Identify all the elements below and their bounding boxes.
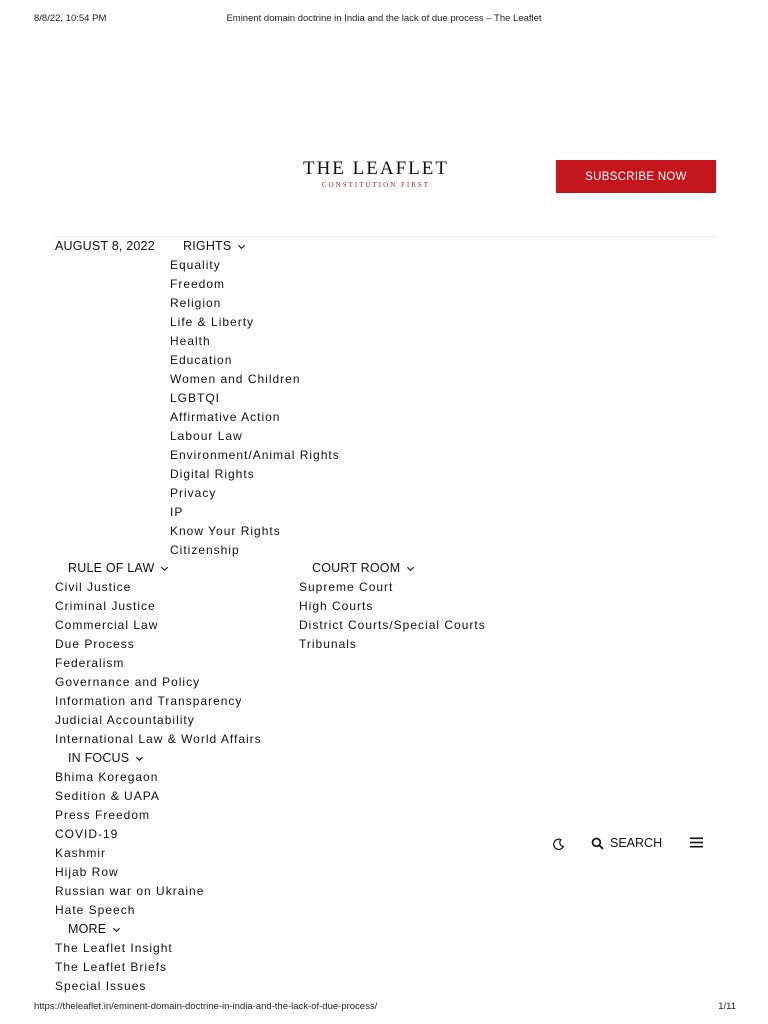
print-datetime: 8/8/22, 10:54 PM: [34, 13, 107, 24]
nav-link[interactable]: Hate Speech: [55, 903, 136, 917]
chevron-down-icon: [237, 242, 246, 251]
nav-link[interactable]: IP: [170, 505, 184, 519]
search-icon: [591, 837, 604, 850]
nav-link[interactable]: District Courts/Special Courts: [299, 618, 486, 632]
more-submenu: [55, 939, 173, 996]
nav-link[interactable]: Due Process: [55, 637, 135, 651]
moon-icon: [552, 838, 565, 851]
menu-rights-label: RIGHTS: [183, 239, 232, 253]
nav-link[interactable]: The Leaflet Briefs: [55, 960, 168, 974]
nav-link[interactable]: Civil Justice: [55, 580, 132, 594]
chevron-down-icon: [112, 925, 121, 934]
in-focus-submenu: [55, 768, 204, 920]
nav-link[interactable]: Supreme Court: [299, 580, 394, 594]
print-url: https://theleaflet.in/eminent-domain-doctrine-in-india-and-the-lack-of-due-process/: [34, 1001, 378, 1012]
rule-of-law-submenu: [55, 578, 262, 749]
court-room-submenu: [299, 578, 486, 654]
menu-in-focus-label: IN FOCUS: [68, 751, 130, 765]
search-button[interactable]: [591, 835, 662, 851]
nav-link[interactable]: Life & Liberty: [170, 315, 255, 329]
nav-link[interactable]: Privacy: [170, 486, 217, 500]
menu-rule-of-law-label: RULE OF LAW: [68, 561, 155, 575]
site-logo[interactable]: [276, 158, 476, 198]
nav-link[interactable]: Information and Transparency: [55, 694, 243, 708]
nav-link[interactable]: Sedition & UAPA: [55, 789, 160, 803]
menu-toggle-button[interactable]: [690, 836, 703, 849]
nav-link[interactable]: Women and Children: [170, 372, 301, 386]
menu-rights[interactable]: [183, 238, 246, 254]
nav-link[interactable]: Bhima Koregaon: [55, 770, 159, 784]
menu-court-room-label: COURT ROOM: [312, 561, 401, 575]
logo-text: THE LEAFLET: [302, 158, 449, 179]
nav-link[interactable]: Russian war on Ukraine: [55, 884, 205, 898]
nav-link[interactable]: Affirmative Action: [170, 410, 281, 424]
subscribe-button[interactable]: SUBSCRIBE NOW: [556, 160, 716, 193]
menu-in-focus[interactable]: [68, 750, 144, 766]
nav-link[interactable]: Hijab Row: [55, 865, 119, 879]
hamburger-icon: [690, 837, 703, 848]
rights-submenu: [170, 256, 340, 560]
nav-link[interactable]: COVID-19: [55, 827, 119, 841]
chevron-down-icon: [160, 564, 169, 573]
print-page-title: Eminent domain doctrine in India and the lack of due process – The Leaflet: [226, 13, 542, 24]
search-label: SEARCH: [610, 836, 663, 850]
menu-rule-of-law[interactable]: [68, 560, 169, 576]
chevron-down-icon: [135, 754, 144, 763]
chevron-down-icon: [406, 564, 415, 573]
nav-link[interactable]: LGBTQI: [170, 391, 221, 405]
nav-link[interactable]: Commercial Law: [55, 618, 159, 632]
nav-link[interactable]: Know Your Rights: [170, 524, 281, 538]
nav-link[interactable]: Governance and Policy: [55, 675, 201, 689]
nav-link[interactable]: Citizenship: [170, 543, 240, 557]
theme-toggle-button[interactable]: [552, 837, 566, 851]
nav-link[interactable]: Judicial Accountability: [55, 713, 195, 727]
menu-more-label: MORE: [68, 922, 107, 936]
nav-link[interactable]: Equality: [170, 258, 221, 272]
nav-link[interactable]: Special Issues: [55, 979, 147, 993]
nav-link[interactable]: Religion: [170, 296, 222, 310]
nav-link[interactable]: Federalism: [55, 656, 125, 670]
nav-link[interactable]: International Law & World Affairs: [55, 732, 262, 746]
nav-link[interactable]: Criminal Justice: [55, 599, 156, 613]
current-date: AUGUST 8, 2022: [55, 239, 155, 253]
menu-court-room[interactable]: [312, 560, 415, 576]
nav-link[interactable]: Press Freedom: [55, 808, 151, 822]
nav-link[interactable]: Health: [170, 334, 211, 348]
logo-tagline: CONSTITUTION FIRST: [321, 181, 431, 189]
nav-link[interactable]: Digital Rights: [170, 467, 255, 481]
nav-link[interactable]: Labour Law: [170, 429, 243, 443]
nav-link[interactable]: Kashmir: [55, 846, 107, 860]
nav-link[interactable]: The Leaflet Insight: [55, 941, 173, 955]
nav-link[interactable]: Freedom: [170, 277, 226, 291]
nav-link[interactable]: High Courts: [299, 599, 374, 613]
print-page-number: 1/11: [718, 1001, 736, 1012]
nav-link[interactable]: Environment/Animal Rights: [170, 448, 340, 462]
header-divider: [55, 236, 716, 237]
menu-more[interactable]: [68, 921, 121, 937]
nav-link[interactable]: Education: [170, 353, 233, 367]
nav-link[interactable]: Tribunals: [299, 637, 357, 651]
